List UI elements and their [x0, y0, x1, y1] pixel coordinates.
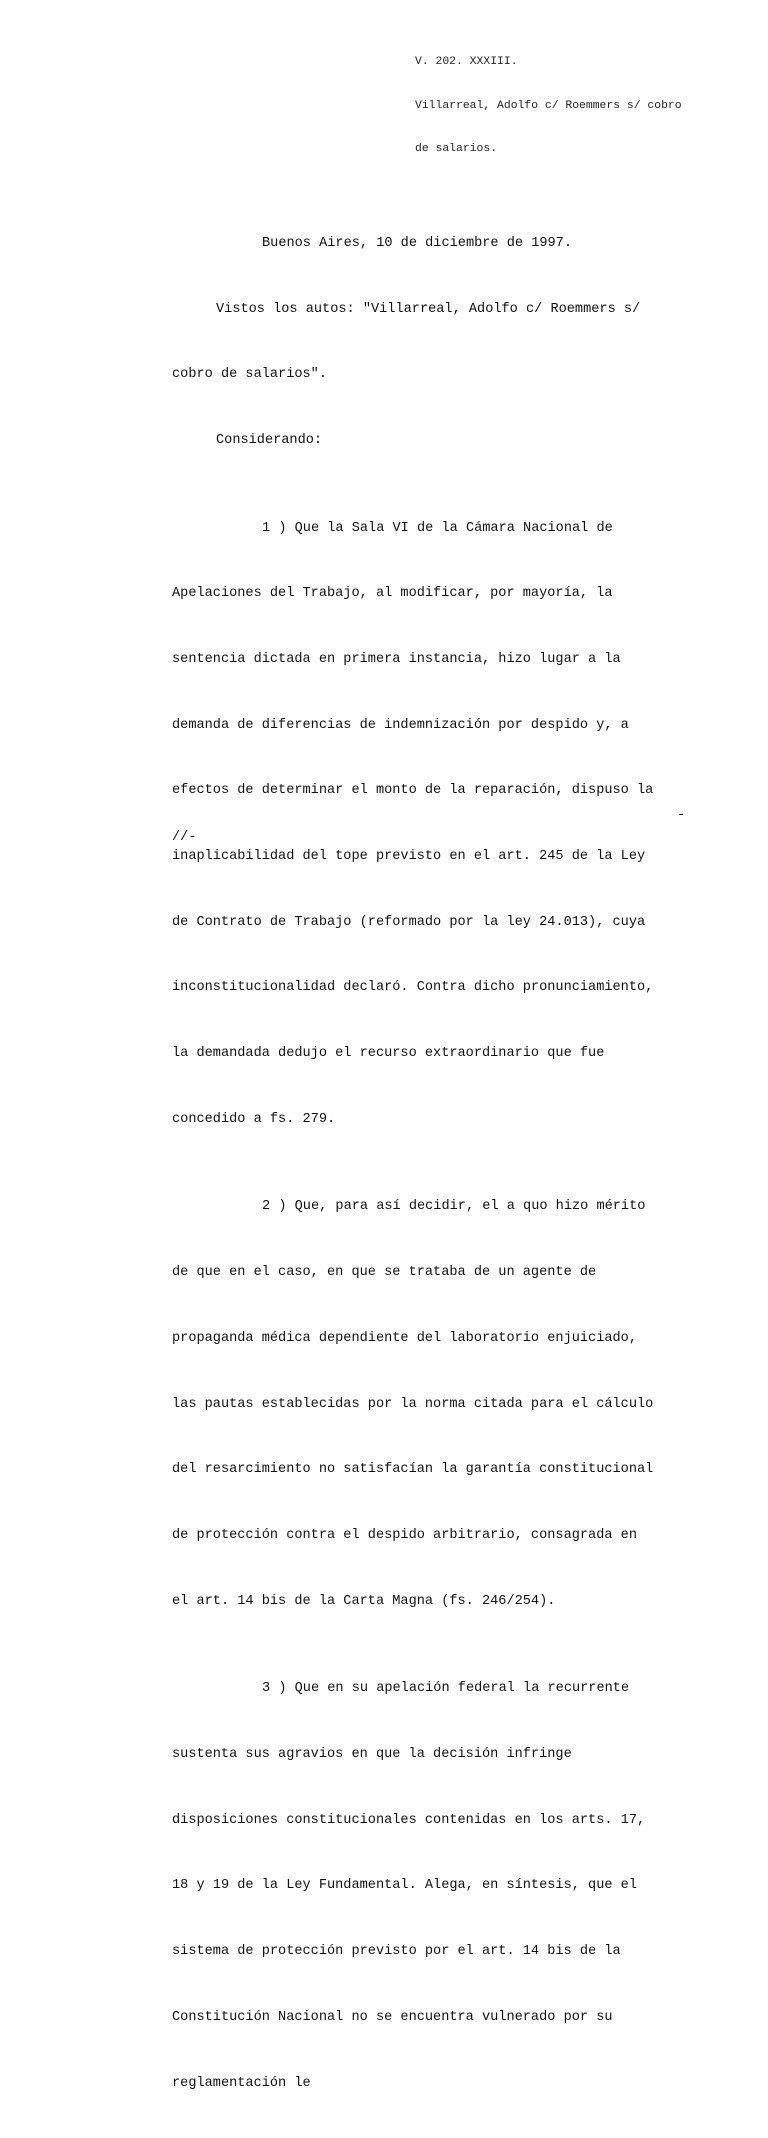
case-title-line-2: de salarios.	[415, 143, 498, 155]
paragraph-1-line: la demandada dedujo el recurso extraordinario que fue	[172, 1046, 605, 1062]
paragraph-3-line: sustenta sus agravios en que la decisión infringe	[172, 1747, 572, 1762]
paragraph-2-line: el art. 14 bis de la Carta Magna (fs. 246/254).	[172, 1593, 556, 1609]
document-body	[172, 189, 712, 2138]
case-header	[415, 26, 755, 186]
end-of-page-dash: -	[677, 808, 686, 823]
paragraph-1-line: Apelaciones del Trabajo, al modificar, por mayoría, la	[172, 586, 613, 602]
paragraph-1-line: efectos de determinar el monto de la reparación, dispuso la	[172, 783, 654, 799]
paragraph-1-line: inconstitucionalidad declaró. Contra dicho pronunciamiento,	[172, 980, 654, 996]
paragraph-2-line: de que en el caso, en que se trataba de un agente de	[172, 1265, 597, 1281]
paragraph-3-line: Constitución Nacional no se encuentra vulnerado por su	[172, 2009, 613, 2025]
paragraph-1-line: demanda de diferencias de indemnización por despido y, a	[172, 717, 629, 733]
paragraph-1-line: 1 ) Que la Sala VI de la Cámara Nacional de	[262, 520, 613, 536]
paragraph-3-line: disposiciones constitucionales contenidas en los arts. 17,	[172, 1812, 646, 1828]
paragraph-3-line: 3 ) Que en su apelación federal la recurrente	[262, 1681, 630, 1697]
paragraph-1-line: inaplicabilidad del tope previsto en el art. 245 de la Ley	[172, 849, 646, 865]
case-title-line-1: Villarreal, Adolfo c/ Roemmers s/ cobro	[415, 99, 682, 112]
case-number: V. 202. XXXIII.	[415, 56, 518, 68]
date-line: Buenos Aires, 10 de diciembre de 1997.	[262, 235, 572, 251]
paragraph-1-line: sentencia dictada en primera instancia, hizo lugar a la	[172, 651, 621, 667]
paragraph-2-line: del resarcimiento no satisfacían la garantía constitucional	[172, 1462, 654, 1478]
vistos-line-1: Vistos los autos: "Villarreal, Adolfo c/ Roemmers s/	[216, 301, 641, 317]
paragraph-2-line: 2 ) Que, para así decidir, el a quo hizo mérito	[262, 1199, 646, 1215]
considerando-heading: Considerando:	[216, 432, 323, 448]
paragraph-2-line: de protección contra el despido arbitrario, consagrada en	[172, 1527, 637, 1543]
paragraph-3-line: reglamentación le	[172, 2075, 311, 2091]
paragraph-3-line: 18 y 19 de la Ley Fundamental. Alega, en síntesis, que el	[172, 1878, 637, 1894]
continuation-mark: //-	[172, 830, 197, 845]
paragraph-1-line: de Contrato de Trabajo (reformado por la ley 24.013), cuya	[172, 914, 646, 930]
paragraph-3-line: sistema de protección previsto por el art. 14 bis de la	[172, 1944, 621, 1960]
paragraph-2-line: las pautas establecidas por la norma citada para el cálculo	[172, 1396, 654, 1412]
paragraph-2-line: propaganda médica dependiente del laboratorio enjuiciado,	[172, 1330, 637, 1346]
vistos-line-2: cobro de salarios".	[172, 367, 327, 383]
paragraph-1-line: concedido a fs. 279.	[172, 1111, 336, 1127]
